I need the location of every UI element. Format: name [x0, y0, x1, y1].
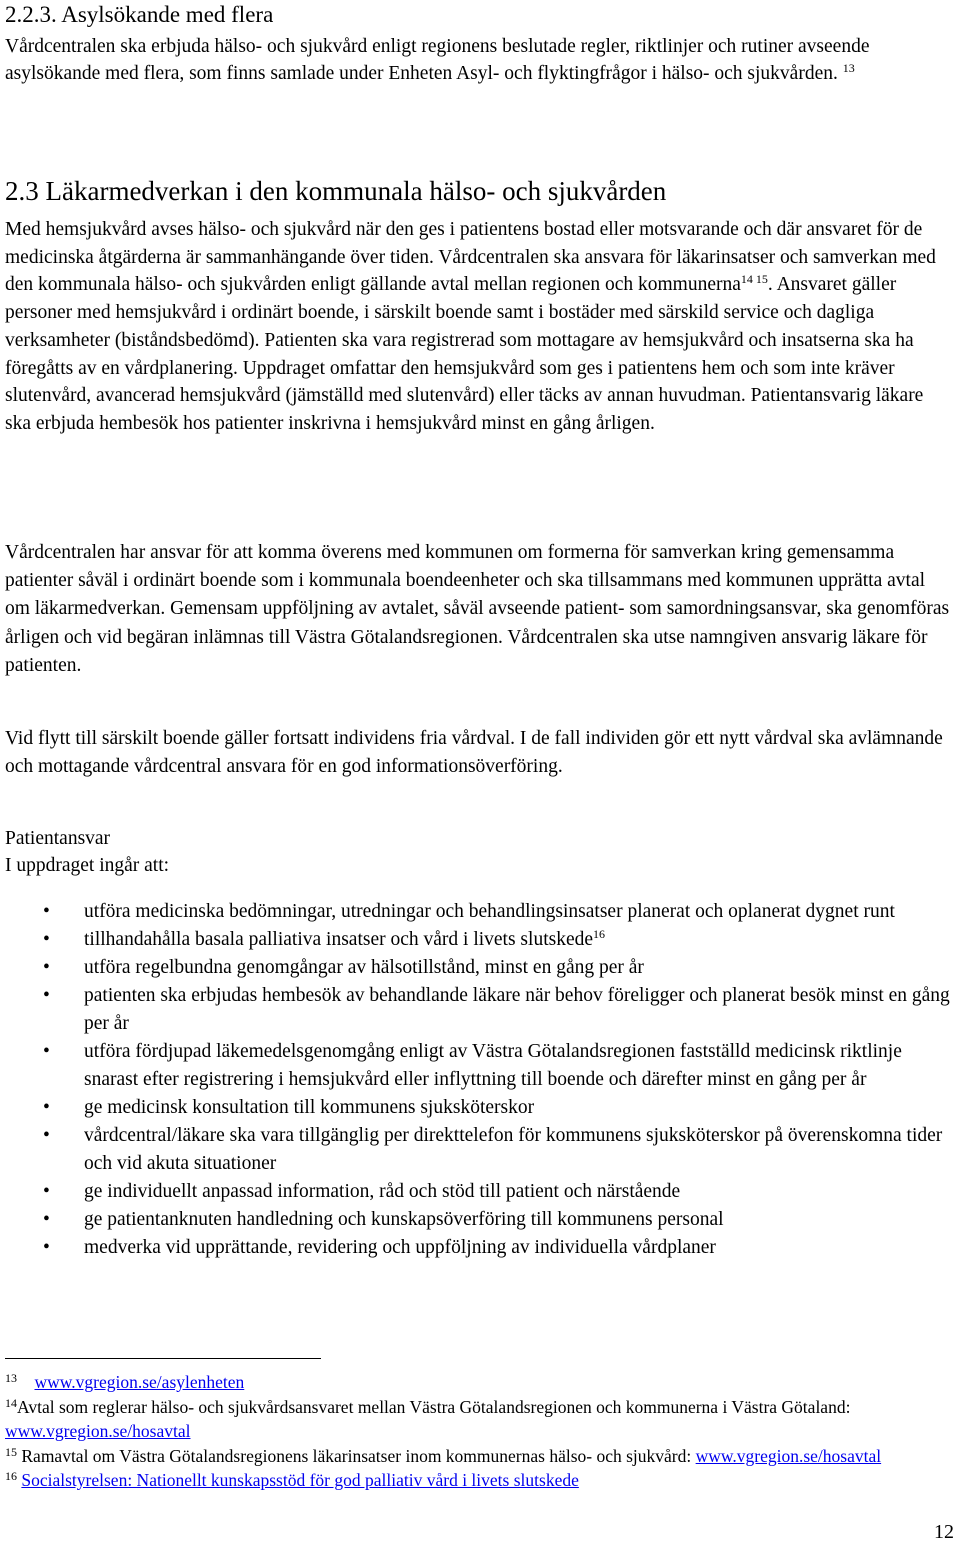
- footnote-number: 14: [5, 1395, 17, 1410]
- footnote-text: Ramavtal om Västra Götalandsregionens läkarinsatser inom kommunernas hälso- och sjukvård:: [17, 1445, 696, 1466]
- list-intro: I uppdraget ingår att:: [5, 855, 170, 876]
- list-item: [5, 1094, 950, 1122]
- list-item-text: medverka vid upprättande, revidering och uppföljning av individuella vårdplaner: [84, 1237, 716, 1258]
- subheading-patientansvar: Patientansvar: [5, 828, 111, 849]
- list-item: [5, 1122, 950, 1178]
- footnote-number: 15: [5, 1444, 17, 1459]
- list-item: [5, 898, 950, 926]
- footnote-16: [5, 1468, 950, 1493]
- list-item-text: utföra medicinska bedömningar, utredningar och behandlingsinsatser planerat och oplanerat dygnet runt: [84, 901, 895, 922]
- list-item: [5, 982, 950, 1038]
- section-heading-asylsokande: 2.2.3. Asylsökande med flera: [5, 2, 274, 27]
- bullet-icon: •: [43, 929, 50, 950]
- footnote-14: [5, 1395, 950, 1444]
- footnote-number: 13: [5, 1371, 17, 1385]
- list-item-text: ge individuellt anpassad information, råd och stöd till patient och närstående: [84, 1181, 681, 1202]
- footnotes: [5, 1370, 950, 1493]
- footnote-number: 16: [5, 1469, 17, 1483]
- list-item-text: vårdcentral/läkare ska vara tillgänglig per direkttelefon för kommunens sjuksköterskor på överenskomna tider och vid akuta situationer: [84, 1125, 943, 1174]
- paragraph-text-a: Med hemsjukvård avses hälso- och sjukvård när den ges i patientens bostad eller motsvarande och där ansvaret för de medicinska åtgärderna är sammanhängande över tiden. Vårdcentralen ska ansvara för läkarinsatser och samverkan med den kommunala hälso- och sjukvården enligt gällande avtal mellan regionen och kommunerna: [5, 219, 936, 296]
- bullet-icon: •: [43, 901, 50, 922]
- paragraph-samverkan: Vårdcentralen har ansvar för att komma överens med kommunen om formerna för samverkan kring gemensamma patienter såväl i ordinärt boende som i kommunala boendeenheter och ska tillsammans med kommunen upprätta avtal om läkarmedverkan. Gemensam uppföljning av avtalet, såväl avseende patient- som samordningsansvar, ska genomföras årligen och vid begäran inlämnas till Västra Götalandsregionen. Vårdcentralen ska utse namngiven ansvarig läkare för patienten.: [5, 542, 950, 676]
- paragraph-text: Vårdcentralen ska erbjuda hälso- och sjukvård enligt regionens beslutade regler, riktlinjer och rutiner avseende asylsökande med flera, som finns samlade under Enheten Asyl- och flyktingfrågor i hälso- och sjukvården.: [5, 36, 870, 84]
- section-heading-lakarmedverkan: 2.3 Läkarmedverkan i den kommunala hälso- och sjukvården: [5, 176, 667, 206]
- footnote-15: [5, 1444, 950, 1469]
- list-item-text: utföra fördjupad läkemedelsgenomgång enligt av Västra Götalandsregionen fastställd medicinsk riktlinje snarast efter registrering i hemsjukvård eller inflyttning till boende och därefter minst en gång per år: [84, 1041, 902, 1090]
- bullet-icon: •: [43, 957, 50, 978]
- bullet-icon: •: [43, 985, 50, 1006]
- bullet-icon: •: [43, 1209, 50, 1230]
- page-number: 12: [934, 1521, 954, 1543]
- list-item: [5, 954, 950, 982]
- paragraph-text-b: . Ansvaret gäller personer med hemsjukvård i ordinärt boende, i särskilt boende samt i bostäder med särskild service och dagliga verksamheter (biståndsbedömd). Patienten ska vara registrerad som mottagare av hemsjukvård och insatserna ska ha föregåtts av en vårdplanering. Uppdraget omfattar den hemsjukvård som ges i patientens hem och som inte kräver slutenvård, avancerad hemsjukvård (jämställd med slutenvård) eller täcks av annan huvudman. Patientansvarig läkare ska erbjuda hembesök hos patienter inskrivna i hemsjukvård minst en gång årligen.: [5, 274, 924, 434]
- footnote-link-socialstyrelsen[interactable]: Socialstyrelsen: Nationellt kunskapsstöd för god palliativ vård i livets slutskede: [21, 1470, 579, 1490]
- footnote-link-hosavtal[interactable]: www.vgregion.se/hosavtal: [5, 1421, 191, 1441]
- paragraph-asylsokande: [5, 33, 925, 87]
- list-item: [5, 1038, 950, 1094]
- footnote-ref-16[interactable]: 16: [593, 927, 606, 941]
- bullet-icon: •: [43, 1125, 50, 1146]
- footnote-ref-13[interactable]: 13: [842, 61, 855, 75]
- list-item-text: patienten ska erbjudas hembesök av behandlande läkare när behov föreligger och planerat besök minst en gång per år: [84, 985, 950, 1034]
- paragraph-hemsjukvard: [5, 216, 950, 438]
- list-item-text: tillhandahålla basala palliativa insatser och vård i livets slutskede: [84, 929, 594, 950]
- paragraph-flytt: Vid flytt till särskilt boende gäller fortsatt individens fria vårdval. I de fall individen gör ett nytt vårdval ska avlämnande och mottagande vårdcentral ansvara för en god informationsöverföring.: [5, 728, 943, 778]
- bullet-icon: •: [43, 1237, 50, 1258]
- list-item-text: ge medicinsk konsultation till kommunens sjuksköterskor: [84, 1097, 535, 1118]
- uppdrag-list: [5, 898, 950, 1262]
- list-item: [5, 1206, 950, 1234]
- list-item-text: utföra regelbundna genomgångar av hälsotillstånd, minst en gång per år: [84, 957, 644, 978]
- bullet-icon: •: [43, 1041, 50, 1062]
- footnote-text: Avtal som reglerar hälso- och sjukvårdsansvaret mellan Västra Götalandsregionen och kommunerna i Västra Götaland:: [17, 1396, 851, 1417]
- footnote-divider: [5, 1358, 321, 1359]
- footnote-ref-14-15[interactable]: 14 15: [740, 272, 768, 287]
- footnote-13: [5, 1370, 950, 1395]
- list-item: [5, 1234, 950, 1262]
- bullet-icon: •: [43, 1097, 50, 1118]
- list-item: [5, 926, 950, 954]
- bullet-icon: •: [43, 1181, 50, 1202]
- list-item-text: ge patientanknuten handledning och kunskapsöverföring till kommunens personal: [84, 1209, 724, 1230]
- list-item: [5, 1178, 950, 1206]
- footnote-link-asylenheten[interactable]: www.vgregion.se/asylenheten: [34, 1372, 245, 1392]
- footnote-link-hosavtal[interactable]: www.vgregion.se/hosavtal: [695, 1445, 882, 1466]
